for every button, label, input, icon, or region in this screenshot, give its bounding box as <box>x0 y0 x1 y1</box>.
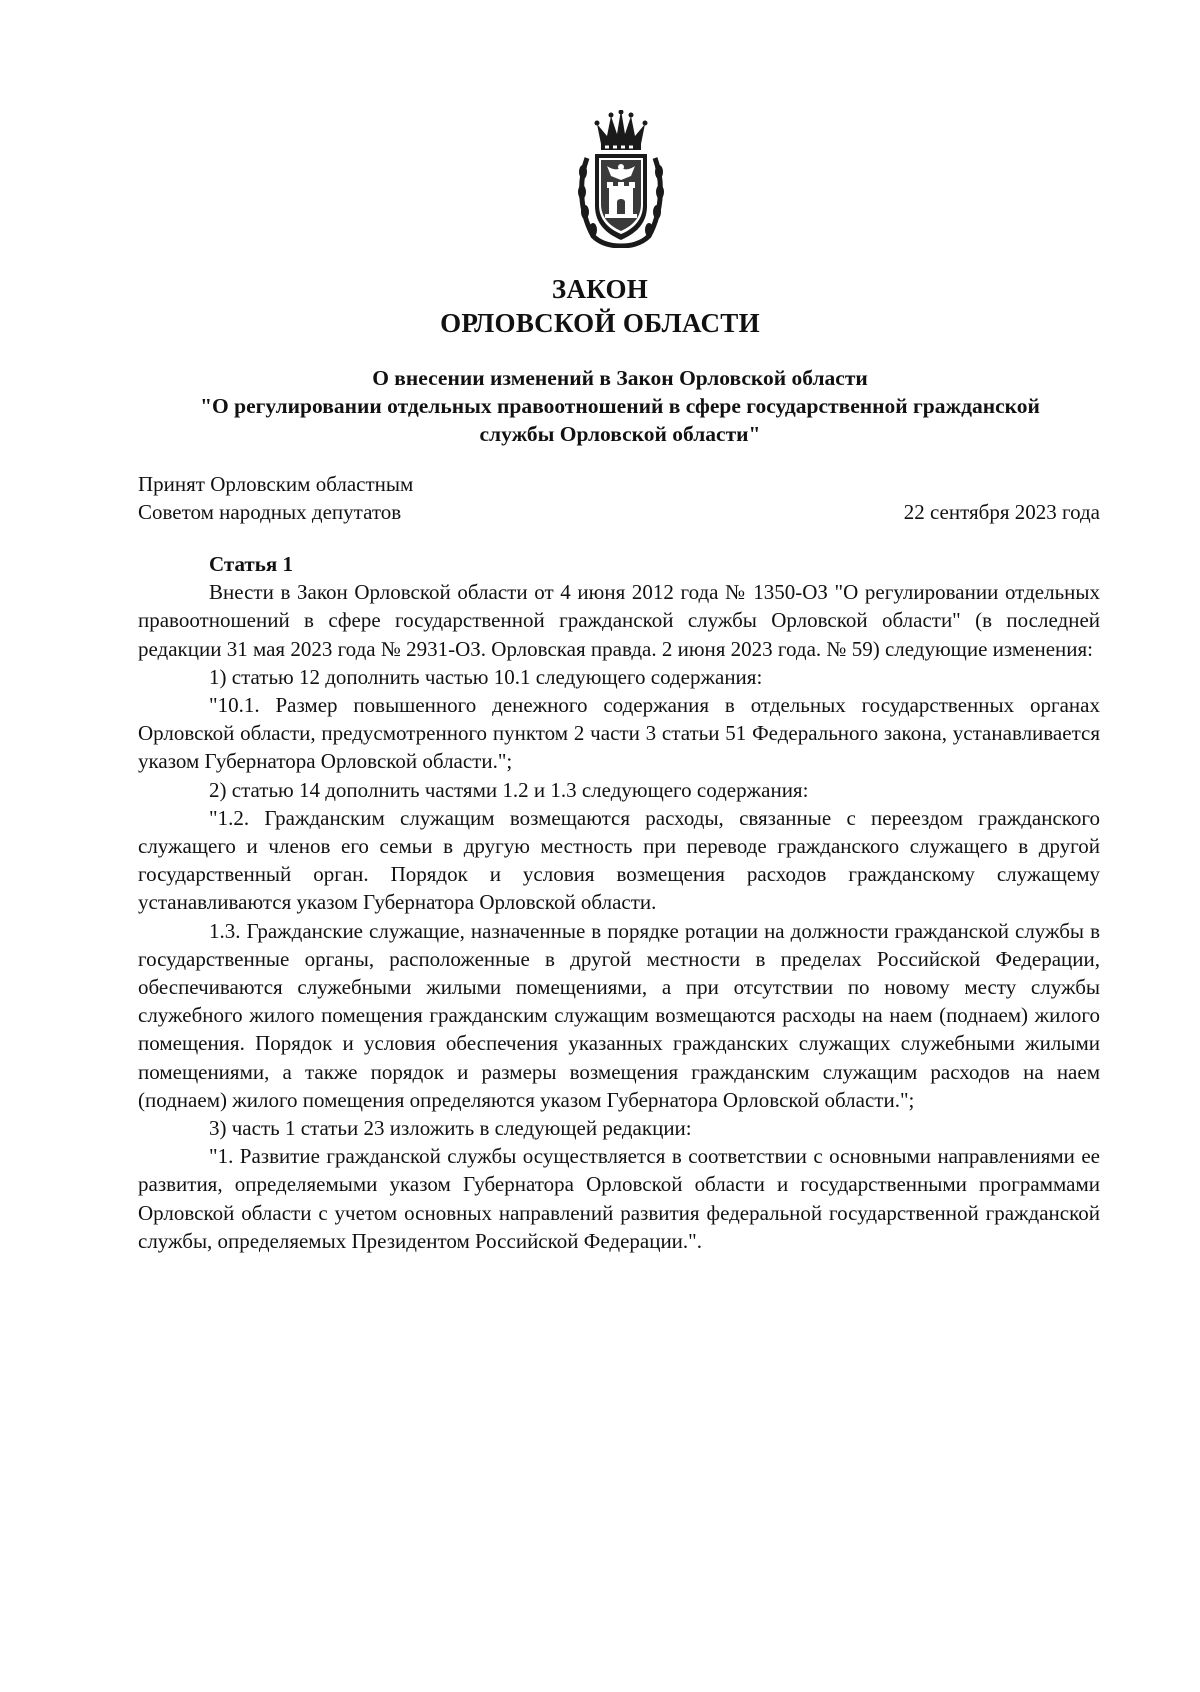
law-title: ЗАКОН <box>551 274 649 304</box>
article-paragraph: 1) статью 12 дополнить частью 10.1 следующего содержания: <box>209 664 763 689</box>
adoption-line: Принят Орловским областным <box>138 472 414 496</box>
article-paragraph: "1. Развитие гражданской службы осуществляется в соответствии с основными направлениями ее развития, определяемыми указом Губернатора Орловской области и государственными программами Орловской области с учетом основных направлений развития федеральной государственной гражданской службы, определяемых Президентом Российской Федерации.". <box>138 1144 1100 1253</box>
article-paragraph: 2) статью 14 дополнить частями 1.2 и 1.3 следующего содержания: <box>209 777 809 802</box>
subject-line: службы Орловской области" <box>479 422 761 446</box>
subject-line: О внесении изменений в Закон Орловской области <box>372 366 868 390</box>
article-heading: Статья 1 <box>209 552 293 576</box>
law-subject <box>140 364 1100 448</box>
article-body <box>138 550 1100 1255</box>
subject-line: "О регулировании отдельных правоотношений в сфере государственной гражданской <box>200 394 1040 418</box>
article-paragraph: 1.3. Гражданские служащие, назначенные в порядке ротации на должности гражданской службы в государственные органы, расположенные в другой местности в пределах Российской Федерации, обеспечиваются служебными жилыми помещениями, а при отсутствии по новому месту службы служебного жилого помещения гражданским служащим возмещаются расходы на наем (поднаем) жилого помещения. Порядок и условия обеспечения указанных гражданских служащих служебными жилыми помещениями, а также порядок и размеры возмещения гражданским служащим расходов на наем (поднаем) жилого помещения определяются указом Губернатора Орловской области."; <box>138 918 1100 1112</box>
article-paragraph: "1.2. Гражданским служащим возмещаются расходы, связанные с переездом гражданского служащего и членов его семьи в другую местность при переводе гражданского служащего в другой государственный орган. Порядок и условия возмещения расходов гражданскому служащему устанавливаются указом Губернатора Орловской области. <box>138 805 1100 915</box>
adoption-date: 22 сентября 2023 года <box>903 500 1100 524</box>
adoption-authority <box>138 470 413 526</box>
article-paragraph: Внести в Закон Орловской области от 4 июня 2012 года № 1350-ОЗ "О регулировании отдельных правоотношений в сфере государственной гражданской службы Орловской области" (в последней редакции 31 мая 2023 года № 2931-ОЗ. Орловская правда. 2 июня 2023 года. № 59) следующие изменения: <box>138 580 1100 661</box>
law-region-title: ОРЛОВСКОЙ ОБЛАСТИ <box>440 308 760 338</box>
article-paragraph: "10.1. Размер повышенного денежного содержания в отдельных государственных органах Орловской области, предусмотренного пунктом 2 части 3 статьи 51 Федерального закона, устанавливается указом Губернатора Орловской области."; <box>138 693 1100 774</box>
adoption-line: Советом народных депутатов <box>138 500 402 524</box>
coat-of-arms-icon <box>577 110 665 248</box>
article-paragraph: 3) часть 1 статьи 23 изложить в следующей редакции: <box>209 1116 692 1141</box>
